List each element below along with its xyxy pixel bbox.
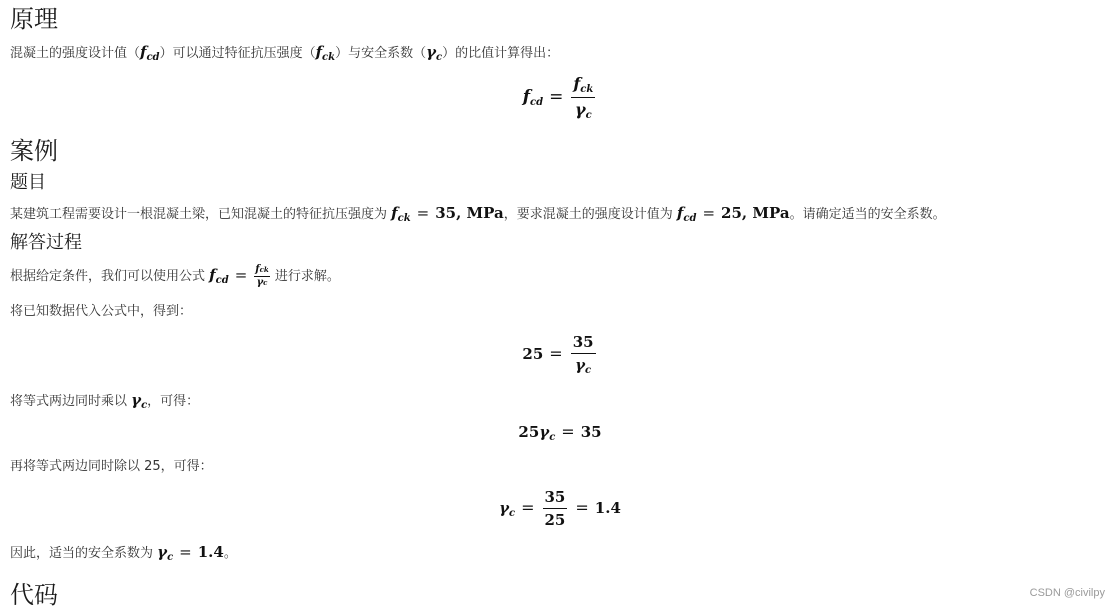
solution-step-1: 根据给定条件，我们可以使用公式 $f_{cd}$ = $\frac{\text{fck}}{\gamma c}$ 进行求解。 — [10, 264, 340, 288]
article — [10, 0, 1110, 612]
principle-text-d: ）的比值计算得出： — [442, 46, 560, 61]
section-title-code: 代码 — [10, 581, 58, 609]
formula-main: $f_{cd}$ = $\frac{f_{ck}}{\gamma_c}$ — [522, 74, 594, 121]
solution-step-3: 将等式两边同时乘以 $\gamma_c$，可得： — [10, 391, 200, 411]
problem-paragraph: 某建筑工程需要设计一根混凝土梁，已知混凝土的特征抗压强度为 $f_{ck} = 35$, MPa，要求混凝土的强度设计值为 $f_{cd} = 25$, MPa。请确定适当的安全系数。 — [10, 204, 946, 224]
principle-text-b: ）可以通过特征抗压强度（ — [159, 46, 316, 61]
formula-substitute: 25 = $\frac{35}{\gamma_c}$ — [522, 333, 594, 376]
section-title-case: 案例 — [10, 137, 58, 165]
solution-step-4: 再将等式两边同时除以 25，可得： — [10, 459, 213, 474]
principle-text-a: 混凝土的强度设计值（ — [10, 46, 141, 61]
principle-paragraph — [10, 41, 559, 69]
solution-heading: 解答过程 — [10, 232, 82, 253]
solution-step-2: 将已知数据代入公式中，得到： — [10, 304, 193, 319]
formula-multiply: $25\gamma_c = 35$ — [518, 422, 602, 443]
watermark: CSDN @civilpy — [1029, 587, 1105, 599]
formula-result: $\gamma_c$ = $\frac{35}{25}$ = 1.4 — [499, 488, 621, 529]
conclusion: 因此，适当的安全系数为 $\gamma_c = 1.4$。 — [10, 543, 237, 563]
fcd-value: 25, MPa — [721, 204, 790, 222]
math-fck-inline: $f_{ck}$ — [315, 43, 336, 63]
fck-value: 35, MPa — [435, 204, 504, 222]
principle-text-c: ）与安全系数（ — [335, 46, 427, 61]
math-gamma-inline: $\gamma_c$ — [426, 43, 443, 63]
problem-heading: 题目 — [10, 172, 46, 193]
section-title-principle: 原理 — [10, 5, 58, 33]
math-fcd-inline: $f_{cd}$ — [140, 43, 160, 63]
